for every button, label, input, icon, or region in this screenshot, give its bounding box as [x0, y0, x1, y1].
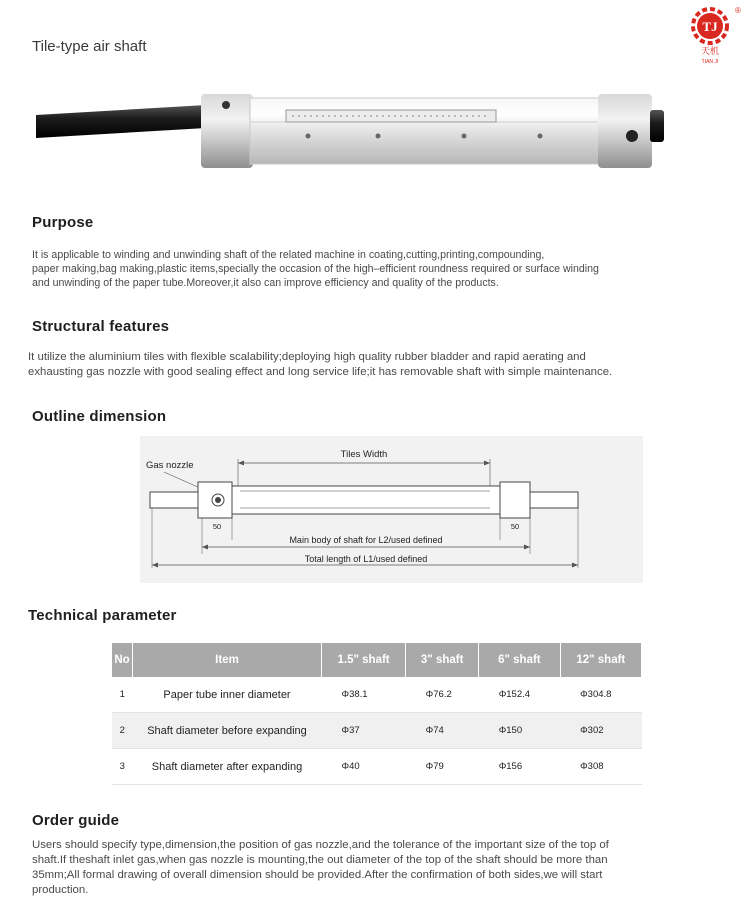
cell-1-5-shaft: Φ40 [322, 749, 406, 785]
logo-english: TIAN JI [701, 59, 719, 65]
outline-diagram [140, 436, 643, 583]
column-header-6-shaft: 6" shaft [479, 643, 560, 677]
gas-nozzle-label: Gas nozzle [146, 460, 194, 471]
structural-heading: Structural features [32, 318, 170, 335]
cell-6-shaft: Φ150 [479, 713, 560, 749]
cell-6-shaft: Φ156 [479, 749, 560, 785]
outline-heading: Outline dimension [32, 408, 167, 425]
logo-chinese: 天机 [700, 47, 720, 57]
row-item: Shaft diameter after expanding [133, 749, 322, 785]
cell-12-shaft: Φ308 [560, 749, 641, 785]
structural-text [28, 350, 740, 380]
row-number: 3 [112, 749, 133, 785]
table-row [112, 713, 642, 749]
registered-mark: ® [735, 6, 741, 15]
total-length-label: Total length of L1/used defined [304, 554, 428, 564]
order-line: production. [32, 884, 89, 896]
row-item: Shaft diameter before expanding [133, 713, 322, 749]
logo-mark: TJ [702, 19, 718, 34]
cell-1-5-shaft: Φ38.1 [322, 677, 406, 713]
order-heading: Order guide [32, 812, 120, 829]
cell-12-shaft: Φ302 [560, 713, 641, 749]
main-body-label: Main body of shaft for L2/used defined [289, 535, 443, 545]
product-title: Tile-type air shaft [32, 38, 147, 55]
column-header-3-shaft: 3" shaft [406, 643, 479, 677]
purpose-text [32, 248, 732, 290]
order-line: 35mm;All formal drawing of overall dimension should be provided.After the confirmation of both sides,we will start [32, 869, 603, 881]
column-header-1-5-shaft: 1.5" shaft [322, 643, 406, 677]
purpose-line: and unwinding of the paper tube.Moreover,it also can improve efficiency and quality of the products. [32, 277, 499, 289]
cell-6-shaft: Φ152.4 [479, 677, 560, 713]
row-number: 2 [112, 713, 133, 749]
purpose-line: paper making,bag making,plastic items,specially the occasion of the high–efficient roundness required or surface winding [32, 263, 599, 275]
cell-3-shaft: Φ79 [406, 749, 479, 785]
row-number: 1 [112, 677, 133, 713]
cell-1-5-shaft: Φ37 [322, 713, 406, 749]
order-line: Users should specify type,dimension,the position of gas nozzle,and the tolerance of the important size of the top of [32, 839, 609, 851]
purpose-heading: Purpose [32, 214, 94, 231]
structural-line: exhausting gas nozzle with good sealing effect and long service life;it has removable shaft with simple maintenance. [28, 366, 613, 378]
cell-12-shaft: Φ304.8 [560, 677, 641, 713]
column-header-item: Item [133, 643, 322, 677]
cell-3-shaft: Φ74 [406, 713, 479, 749]
right-dimension: 50 [510, 522, 520, 531]
technical-heading: Technical parameter [28, 607, 177, 624]
row-item: Paper tube inner diameter [133, 677, 322, 713]
table-header-row [112, 643, 642, 677]
order-text [32, 838, 740, 898]
brand-logo [686, 4, 742, 68]
cell-3-shaft: Φ76.2 [406, 677, 479, 713]
left-dimension: 50 [212, 522, 222, 531]
product-photo [36, 80, 676, 180]
column-header-no: No [112, 643, 133, 677]
column-header-12-shaft: 12" shaft [560, 643, 641, 677]
purpose-line: It is applicable to winding and unwinding shaft of the related machine in coating,cutting,printing,compounding, [32, 249, 545, 261]
structural-line: It utilize the aluminium tiles with flexible scalability;deploying high quality rubber bladder and rapid aerating and [28, 351, 586, 363]
technical-table [112, 643, 642, 785]
order-line: shaft.If theshaft inlet gas,when gas nozzle is mounting,the out diameter of the top of the shaft should be more than [32, 854, 608, 866]
table-row [112, 677, 642, 713]
table-row [112, 749, 642, 785]
tiles-width-label: Tiles Width [340, 449, 388, 460]
